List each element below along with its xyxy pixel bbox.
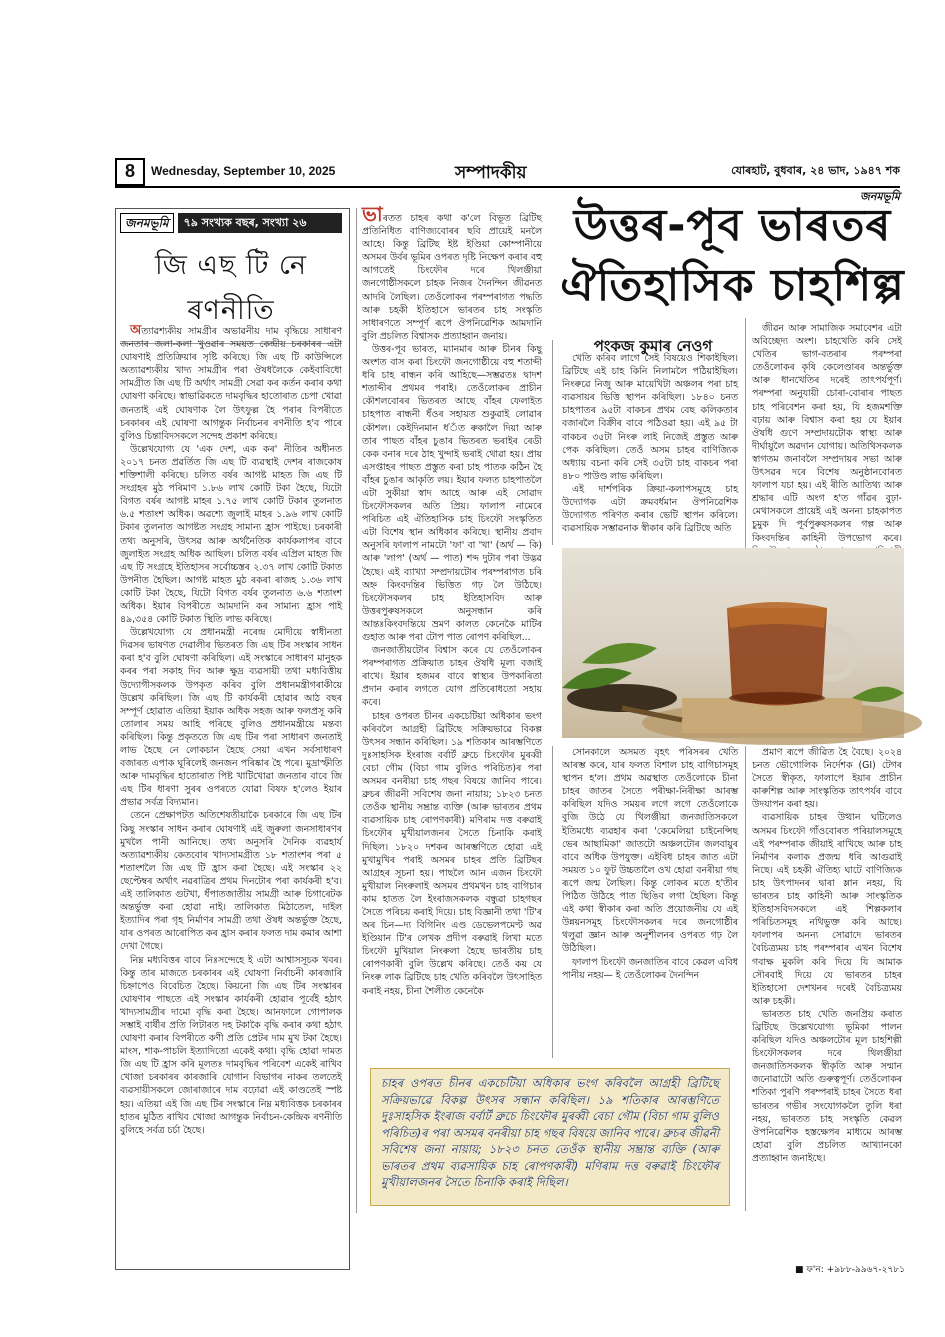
editorial-body [120,324,342,1268]
section-title: সম্পাদকীয় [455,163,527,183]
editorial-title: জি এছ টি নে ৰণনীতি [120,245,342,344]
editorial-paragraph: নিম্ন মধ্যবিত্তৰ বাবে নিঃসন্দেহে ই এটা আশ্বাসসূচক খবৰ। কিন্তু তাৰ মাজতে চৰকাৰৰ এই ঘোষণা নিৰ্বাচনী কাৰজাৰি চিহ্নাপেও বিবেচিত হৈছে। কিয়নো জি এছ টিৰ সংস্কাৰৰ ঘোষণাৰ পাছতে এই সংস্কাৰ কাৰ্যকৰী হোৱাৰ পূৰ্বেই হঠাৎ খাদ্যসামগ্ৰীৰ দামো বৃদ্ধি কৰা হৈছে। আনফালে গোপালক সম্ভাই বাৰ্ষীৰ প্ৰতি লিটাৰত দহ টকাকৈ বৃদ্ধি কৰাৰ কথা হঠাৎ ঘোষণা কৰাৰ বিপৰীতে কণী প্ৰতি প্ৰেটৰ দাম মুখ টকা হৈছে। মাংস, শাক-পাচলি ইত্যাদিতো একেই কথা। বৃদ্ধি হোৱা দামত জি এছ টি হ্ৰাস কৰি মূলতঃ দামবৃদ্ধিৰ পৰিবেশ একেই ৰাখিব খোজা চৰকাৰৰ কাৰজাৰি যোগান বিভাগৰ নাকৰ তলতেই ব্যৱসায়ীসকলে জোৰাজাৰে দাম বঢ়োৱা এই কাণ্ডতেই স্পষ্ট হয়। এতিয়া এই জি এছ টিৰ সংস্কাৰে নিম্ন মধ্যবিত্তক চৰকাৰৰ হাতৰ মুঠিত ৰাখিব খোজা আগন্তুক নিৰ্বাচন-কেন্দ্ৰিক ৰণনীতি বুলিহে সৰ্বত্ৰ চৰ্চা হৈছে। [120,954,342,1136]
column-divider [745,746,746,1211]
editorial-paragraph: উল্লেখযোগ্য যে 'এক দেশ, এক কৰ' নীতিৰ অধীনত ২০১৭ চনত প্ৰৱৰ্তিত জি এছ টি ব্যৱস্থাই দেশৰ ৰাজকোষ শক্তিশালী কৰিছে। চলিত বৰ্ষৰ আগষ্ট মাহত জি এছ টি সংগ্ৰহৰ মুঠ পৰিমাণ ১.৮৬ লাখ কোটি টকা হৈছে, যিটো বিগত বৰ্ষৰ আগষ্ট মাহৰ ১.৭৫ লাখ কোটি টকাৰ তুলনাত ৬.৫ শতাংশ অধিক। অৱশ্যে জুলাই মাহৰ ১.৯৬ লাখ কোটি টকাৰ তুলনাত আগষ্টত সংগ্ৰহ সামান্য হ্ৰাস পাইছে। চৰকাৰী তথ্য অনুসৰি, উৎসৱ আৰু অৰ্থনৈতিক কাৰ্যকলাপৰ বাবে জুলাইত সংগ্ৰহ অধিক আছিল। চলিত বৰ্ষৰ এপ্ৰিল মাহত জি এছ টি সংগ্ৰহে ইতিহাসৰ সৰ্বোচ্চস্তৰ ২.৩৭ লাখ কোটি টকাত উপনীত হৈছিল। আগষ্ট মাহত মুঠ ৰকৰা ৰাজহ ১.৩৬ লাখ কোটি টকা হৈছে, যিটো বিগত বৰ্ষৰ তুলনাত ৬.৬ শতাংশ অধিক। ইয়াৰ বিপৰীতে আমদানি কৰ সামান্য হ্ৰাস পাই ৪৯,৩৫৪ কোটি টকাত স্থিতি লাভ কৰিছে। [120,443,342,626]
page-header [115,158,900,203]
header-local-date: যোৰহাট, বুধবাৰ, ২৪ ভাদ, ১৯৪৭ শক [731,164,900,177]
article-paragraph: ভাৰতত চাহৰ কথা ক'লে বিভূত ব্ৰিটিছ প্ৰতিনিধিত বাণিজ্যবোৰৰ ছবি প্ৰায়েই মনলৈ আহে। কিন্তু ব্ৰিটিছ ইষ্ট ইণ্ডিয়া কোম্পানীয়ে অসমৰ উৰ্বৰ ভূমিৰ ওপৰত দৃষ্টি নিক্ষেপ কৰাৰ বহু আগতেই চিংফৌৰ দৰে থিলঞ্জীয়া জনগোষ্ঠীসকলে চাহক নিজৰ দৈনন্দিন জীৱনত আদৰি লৈছিল। তেওঁলোকৰ পৰম্পৰাগত পদ্ধতি আৰু চহকী ইতিহাসে ভাৰতৰ চাহ সংস্কৃতি সাধাৰণতে সম্পূৰ্ণ ৰূপে ঔপনিৱেশিক আমদানি বুলি প্ৰচলিত বিশ্বাসক প্ৰত্যাহ্বান জনায়। [362,202,542,342]
article-column-2 [562,352,738,542]
header-logo: জনমভূমি [860,190,900,203]
article-title-line1: উত্তৰ-পূব ভাৰতৰ [573,200,892,251]
tea-photo [562,548,904,738]
column-divider [552,746,553,1058]
article-column-1 [362,202,542,1063]
editorial-dropcap: অ [130,323,142,338]
editorial-logo: জনমভূমি [120,213,174,233]
article-paragraph: এই দাৰ্শপৰিক ক্ৰিয়া-কলাপসমূহে চাহ উদ্যোগক এটা ক্ৰমবৰ্ধমান ঔপনিৱেশিক উদ্যোগত পৰিণত কৰাৰ ভেটি স্থাপন কৰিলে। ব্যৱসায়িক সম্ভাৱনাক স্বীকাৰ কৰি ব্ৰিটিছে অতি [562,483,738,535]
article-paragraph: সোনকালে অসমত বৃহৎ পৰিসৰৰ খেতি আৰম্ভ কৰে, যাৰ ফলত বিশাল চাহ বাগিচাসমূহ স্থাপন হ'ল। প্ৰথম অৱস্থাত তেওঁলোকে চীনা চাহৰ জাতৰ সৈতে পৰীক্ষা-নিৰীক্ষা আৰম্ভ কৰিছিল যদিও সময়ৰ লগে লগে তেওঁলোকে বুজি উঠে যে থিলঞ্জীয়া জনজাতিসকলে ইতিমধ্যে ব্যৱহাৰ কৰা 'কেমেলিয়া চাইনেন্সিছ ভেৰ আছামিকা' জাতটো অঞ্চলটোৰ জলবায়ুৰ বাবে অধিক উপযুক্ত। এইবিধ চাহৰ জাত এটা সময়ত ১০ ফুট উচ্চতালৈ ওখ হোৱা বনৰীয়া গছ ৰূপে জন্ম লৈছিল। কিন্তু লোকৰ মতে হ'তীৰ পিঠিত উঠিহে পাত ছিঙিব লগা হৈছিল। কিন্তু এই কথা স্বীকাৰ কৰা অতি প্ৰয়োজনীয় যে এই উন্নয়নসমূহ চিংফৌসকলৰ দৰে জনগোষ্ঠীৰ থলুৱা জ্ঞান আৰু অনুশীলনৰ ওপৰত গঢ় লৈ উঠিছিল। [562,747,738,955]
editorial-paragraph: তেনে প্ৰেক্ষাপটত অতিশেষতীয়াকৈ চৰকাৰে জি এছ টিৰ কিছু সংস্কাৰ সাধন কৰাৰ ঘোষণাই এই জুৰুলা জনসাধাৰণৰ মুখলৈ পানী আনিছে। তথ্য অনুসৰি দৈনিক ব্যৱহাৰ্য অত্যাৱশ্যকীয় কেতবোৰ খাদ্যসামগ্ৰীত ১৮ শতাংশৰ পৰা ৫ শতাংশলৈ জি এছ টি হ্ৰাস কৰা হৈছে। এই সংস্কাৰ ২২ ছেপ্টেম্বৰ অৰ্থাৎ নৱৰাত্ৰিৰ প্ৰথম দিনটোৰ পৰা কাৰ্যকৰী হ'ব। এই তালিকাত গুটখা, ধঁপাতজাতীয় সামগ্ৰী আৰু চিগাৰেটক অন্তৰ্ভুক্ত কৰা হোৱা নাই। তালিকাত মিঠাতেল, দাইল ইত্যাদিৰ পৰা গৃহ নিৰ্মাণৰ সামগ্ৰী তথা ঔষধ অন্তৰ্ভুক্ত হৈছে, যাৰ ওপৰত আৰোপিত কৰ হ্ৰাস কৰাৰ ফলত দাম কমাৰ আশা দেখা গৈছে। [120,810,342,953]
article-dropcap: ভা [362,202,383,226]
article-paragraph: ভাৰতত চাহ খেতি জনপ্ৰিয় কৰাত ব্ৰিটিছে উল্লেখযোগ্য ভূমিকা পালন কৰিছিল যদিও অঞ্চলটোৰ মূল চাহশিল্পী চিংফৌসকলৰ দৰে থিলঞ্জীয়া জনজাতিসকলক স্বীকৃতি আৰু সন্মান জনোৱাটো অতি গুৰুত্বপূৰ্ণ। তেওঁলোকৰ শতিকা পুৰণি পৰম্পৰাই চাহৰ সৈতে ধৰা ভাৰতৰ গভীৰ সংযোগকলৈ তুলি ধৰা নহয়, ভাৰতত চাহ সংস্কৃতি কেৱল ঔপনিৱেশিক হস্তক্ষেপৰ মাধ্যমে আৰম্ভ হোৱা বুলি প্ৰচলিত আখ্যানকো প্ৰত্যাহ্বান জনাইছে। [752,1008,902,1164]
article-paragraph: খেতি কৰিব লাগে সেই বিষয়েও শিকাইছিল। ব্ৰিটিছে এই চাহ কিনি নিলামলৈ পঠিয়াইছিল। নিংৰুৱে নিজু আৰু মায়েখিটা অঞ্চলৰ পৰা চাহ ব্যৱসায়ৰ ভিত্তি স্থাপন কৰিছিল। ১৮৪০ চনত চাহপাতৰ ৯৫টা বাকচৰ প্ৰথম বেছ কলিকতাৰ বজাৰলৈ বিক্ৰীৰ বাবে পঠিওৱা হয়। এই ৯৫ টা বাকচৰ ৩৫টা নিংৰু লাই নিজেই প্ৰস্তুত আৰু পেক কৰিছিল। তেওঁ অসম চাহৰ বাণিজ্যিক অধ্যায় বচনা কৰি সেই ৩৫টা চাহ বাকচৰ পৰা ৪৮০ পাউণ্ড লাভ কৰিছিল। [562,353,738,482]
pull-quote: চাহৰ ওপৰত চীনৰ একচেটিয়া অধিকাৰ ভংগ কৰিবলৈ আগ্ৰহী ব্ৰিটিছে সক্ৰিয়ভাৱে বিকল্প উৎসৰ সন্ধান কৰিছিল। ১৯ শতিকাৰ আৰম্ভণিতে দুঃসাহসিক ইংৰাজ বৰ্বাৰ্ট ব্ৰুচে চিংফৌৰ মুৰব্বী বেচা গৌম (বিচা গাম বুলিও পৰিচিত)ৰ পৰা অসমৰ বনৰীয়া চাহ গছৰ বিষয়ে জানিব পাৰে। ব্ৰুচৰ জীৱনী সবিশেষ জনা নায়ায়; ১৮২৩ চনত তেওঁক স্থানীয় সম্ভ্ৰান্ত ব্যক্তি (আৰু ভাৰতৰ প্ৰথম ব্যৱসায়িক চাহ ৰোপণকাৰী) মণিৰাম দত্ত বৰুৱাই চিংফৌৰ মুখীয়ালজনৰ সৈতে চিনাকি কৰাই দিছিল। [370,1068,730,1206]
column-divider [552,340,553,545]
column-divider [745,318,746,550]
editorial-paragraph: অত্যাৱশ্যকীয় সামগ্ৰীৰ অভাৱনীয় দাম বৃদ্ধিয়ে সাধাৰণ জনতাৰ জলা-কলা খুওৱাৰ সময়ত কেন্দ্ৰীয় চৰকাৰৰ এটা ঘোষণাই প্ৰতিক্ৰিয়াৰ সৃষ্টি কৰিছে। জি এছ টি কাউন্সিলে অত্যাৱশ্যকীয় খাদ্য সামগ্ৰীৰ পৰা ঔষধলৈকে কেইবাবিধো সামগ্ৰীত জি এছ টি অৰ্থাৎ সামগ্ৰী সেৱা কৰ কৰ্তন কৰাৰ কথা ঘোষণা কৰিছে। স্বাভাৱিকতে দামবৃদ্ধিৰ হাতোৰাত চেপা খোৱা জনতাই এই ঘোষণাক লৈ উৎফুল্ল হৈ পৰাৰ বিপৰীতে চৰকাৰৰ এই ঘোষণা আগন্তুক নিৰ্বাচনৰ ৰণনীতি হ'ব পাৰে বুলিও চিন্তাবিদসকলে সন্দেহ প্ৰকাশ কৰিছে। [120,323,342,442]
article-title-line2: ঐতিহাসিক চাহশিল্প [560,260,905,311]
header-date: Wednesday, September 10, 2025 [151,164,336,178]
article-column-3 [752,322,902,550]
editorial-masthead [120,213,342,233]
article-paragraph: ব্যৱসায়িক চাহৰ উত্থান ঘটিলেও অসমৰ চিংফৌ গাঁওবোৰত পৰিয়ালসমূহে এই পৰম্পৰাক জীয়াই ৰাখিছে আৰু চাহ নিৰ্মাণৰ কলাক প্ৰজন্ম ধৰি আগুৱাই নিছে। এই চহকী ঐতিহ্য ঘাটে বাণিজ্যিক চাহ উৎপাদনৰ দ্বাৰা ম্লান নহয়, যি ভাৰতৰ চাহ কাহিনী আৰু সাংস্কৃতিক ইতিহাসবিদসকলে এই শিল্পকলাৰ পৰিচিতসমূহ নথিভুক্ত কৰি আছে। ফালাপৰ অনন্য সোৱাদে ভাৰতৰ বৈচিত্ৰ্যময় চাহ পৰম্পৰাৰ এখন বিশেষ গবাক্ষ মুকলি কৰি দিয়ে যি আমাক সৌৰবাই দিয়ে যে ভাৰতৰ চাহৰ ইতিহাসো দেশখনৰ দৰেই বৈচিত্ৰ্যময় আৰু চহকী। [752,812,902,1007]
column-divider [356,208,357,1213]
contact-footer: ■ ফ'ন: +৯৮৮-৯৯৬৭-২৭৮১ [794,1265,905,1275]
tea-cup-illustration [562,548,904,738]
article-column-2b [562,746,738,1058]
page-number: 8 [115,158,145,186]
article-paragraph: চাহৰ ওপৰত চীনৰ একচেটিয়া অধিকাৰ ভংগ কৰিবলৈ আগ্ৰহী ব্ৰিটিছে সক্ৰিয়ভাৱে বিকল্প উৎসৰ সন্ধান কৰিছিল। ১৯ শতিকাৰ আৰম্ভণিতে দুঃসাহসিক ইংৰাজ বৰ্বাৰ্ট ব্ৰুচে চিংফৌৰ মুৰব্বী বেচা গৌম (বিচা গাম বুলিও পৰিচিত)ৰ পৰা অসমৰ বনৰীয়া চাহ গছৰ বিষয়ে জানিব পাৰে। ব্ৰুচৰ জীৱনী সবিশেষ জনা নায়ায়; ১৮২৩ চনত তেওঁক স্থানীয় সম্ভ্ৰান্ত ব্যক্তি (আৰু ভাৰতৰ প্ৰথম ব্যৱসায়িক চাহ ৰোপণকাৰী) মণিৰাম দত্ত বৰুৱাই চিংফৌৰ মুখীয়ালজনৰ সৈতে চিনাকি কৰাই দিছিল। ১৮২০ দশকৰ আৰম্ভণিতে হোৱা এই মুখামুখিৰ পৰাই অসমৰ চাহৰ প্ৰতি ব্ৰিটিছৰ আগ্ৰহৰ সূচনা হয়। পাছলৈ আন এজন চিংফৌ মুখীয়াল নিংৰুলাই অসমৰ প্ৰথমখন চাহ বাগিচাৰ কাম হাতত লৈ ইংৰাজসকলক বন্ধুৱা চাহগছৰ সৈতে পৰিচয় কৰাই দিয়ে। চাহ বিজ্ঞানী তথা 'টি'ৰ অৰ চিন—দ্য বিগিনিং এণ্ড ডেভেলপমেণ্ট অৱ ইণ্ডিয়ান টি'ৰ লেখক প্ৰদীপ বৰুৱাই লিখা মতে চিংফৌ মুখিয়াল নিংৰুলা হৈছে ভাৰতীয় চাহ ৰোপণকাৰী বুলি উল্লেখ কৰিছে। তেওঁ কয় যে নিংৰু লাক ব্ৰিটিছে চাহ খেতি কৰিবলৈ উৎসাহিত কৰাই নহয়, চীনা শৈলীত কেনেকৈ [362,710,542,997]
article-paragraph: উত্তৰ-পূব ভাৰত, ম্যানমাৰ আৰু চীনৰ কিছু অংশত বাস কৰা চিংফৌ জনগোষ্ঠীয়ে বহু শতাব্দী ধৰি চাহ ৰান্ধন কৰি আহিছে—সম্ভৱতঃ দ্বাদশ শতাব্দীৰ প্ৰথমৰ পৰাই। তেওঁলোকৰ প্ৰাচীন কৌশলবোৰৰ ভিতৰত আছে বাঁহৰ ফেলাইত চাহপাত ৰান্ধনী ধঁওৰ সহায়ত শুকুৱাই লোৱাৰ কৌশল। কেইদিনমান ধ'ঁত ৰুকালৈ দিয়া আৰু তাৰ পাছত বাঁহৰ চুঙাৰ ভিতৰত ভৰাইৰ ৰেডী কেক বনাৰ দৰে ঠাহ খুন্দাই ভৰাই থোৱা হয়। প্ৰায় এসপ্তাহৰ পাছত প্ৰস্তুত কৰা চাহ পাতক কঠিন হৈ বাঁহৰ চুঙাৰ আকৃতি লয়। ইয়াৰ ফলত চাহপাতলৈ এটা সুকীয়া স্বাদ আহে আৰু এই সোৱাদ চিংফৌসকলৰ অতি প্ৰিয়। ফালাপ নামেৰে পৰিচিত এই ঐতিহাসিক চাহ চিংফৌ সংস্কৃতিত এটা বিশেষ স্থান অধিকাৰ কৰিছে। স্থানীয় প্ৰবাদ অনুসৰি ফালাপ নামটো 'ফা' বা 'খা' (অৰ্থ — কি) আৰু 'লাপ' (অৰ্থ — পাত) শব্দ দুটাৰ পৰা উদ্ভৱ হৈছে। এই ব্যাখ্যা সম্প্ৰদায়টোৰ পৰম্পৰাগত চৰি অহ্ন কিংবদন্তিৰ ভিত্তিত গঢ় লৈ উঠিছে। চিংফৌসকলৰ চাহ ইতিহাসবিদ আৰু উত্তৰপুৰুষসকলে অনুসন্ধান কৰি আন্তঃকিংবদন্তিয়ে ভ্ৰমণ কালত কেনেকৈ মাটিৰ গুহাত আৰু পৰা টোপ পাত ৰোপণ কৰিছিল... [362,343,542,643]
article-paragraph: প্ৰমাণ ৰূপে জীৱিত হৈ বৈছে। ২০২৪ চনত ভৌগোলিক নিৰ্দেশক (GI) টেগৰ সৈতে স্বীকৃত, ফালাপে ইয়াৰ প্ৰাচীন কাৰুশিল্প আৰু সাংস্কৃতিক তাৎপৰ্যৰ বাবে উদযাপন কৰা হয়। [752,747,902,811]
article-column-3b [752,746,902,1211]
article-paragraph: জীৱন আৰু সামাজিক সমাবেশৰ এটা অবিচ্ছেদ্য অংশ। চাহখেতি কৰি সেই খেতিৰ ভাগ-বতৰাৰ পৰম্পৰা তেওঁলোকৰ কৃষি কেলেণ্ডাৰৰ অন্তৰ্ভুক্ত আৰু ধানখেতিৰ দৰেই তাৎপৰ্যপূৰ্ণ। পৰম্পৰা অনুযায়ী চোৰা-বোৰাৰ পাছত চাহ পৰিবেশন কৰা হয়, যি হজমশক্তি বঢ়ায় আৰু বিশ্বাস কৰা হয় যে ইয়াৰ ঔষধি গুণে সম্প্ৰদায়টোক স্বাস্থ্য আৰু দীৰ্ঘায়ুলৈ অৱদান যোগায়। অতিথিসকলক স্বাগতম জনাবলৈ সম্প্ৰদায়ৰ সভা আৰু উৎসৱৰ দৰে বিশেষ অনুষ্ঠানবোৰত ফালাপ যচা হয়। এই ৰীতি আতিথ্য আৰু শ্ৰদ্ধাৰ এটি অংগ হ'ত গাঁৱৰ বুঢ়া-মেথাসকলে প্ৰায়েই এই অনন্য চাহকাপত চুমুক দি পূৰ্বপুৰুষসকলৰ গল্প আৰু কিংবদন্তিৰ কাহিনী উপভোগ কৰে। [752,323,902,544]
article-paragraph: জনজাতীয়টোৰ বিশ্বাস কৰে যে তেওঁলোকৰ পৰম্পৰাগত প্ৰক্ৰিয়াত চাহৰ ঔষধি মূল্য বজাই ৰাখে। ইয়াৰ হজমৰ বাবে স্বাস্থ্যৰ উপকাৰিতা প্ৰদান কৰাৰ লগতে যোগ প্ৰতিৰোধতো সহায় কৰে। [362,645,542,709]
editorial-paragraph: উল্লেখযোগ্য যে প্ৰধানমন্ত্ৰী নৰেন্দ্ৰ মোদীয়ে স্বাধীনতা দিৱসৰ ভাষণত দেৱালীৰ ভিতৰত জি এছ টিৰ সংস্কাৰ সাধন কৰা হ'ব বুলি ঘোষণা কৰিছিল। এই সংস্কাৰে সাধাৰণ মানুহক কৰৰ পৰা সকাহ দিব আৰু ক্ষুদ্ৰ ব্যৱসায়ী তথা মধ্যবিত্তীয় উদ্যোগীসকলক উপকৃত কৰিব বুলি প্ৰধানমন্ত্ৰীগৰাকীয়ে উল্লেখ কৰিছিল। জি এছ টি কাৰ্যকৰী হোৱাৰ আঠ বছৰ সম্পূৰ্ণ হোৱাত এতিয়া ইয়াক অধিক সহজ আৰু ফলপ্ৰসূ কৰি তোলাৰ সময় আহি পৰিছে বুলিও প্ৰধানমন্ত্ৰীয়ে মন্তব্য কৰিছিল। কিন্তু প্ৰকৃততে জি এছ টিৰ পৰা সাধাৰণ জনতাই লাভ হৈছে নে লোকচান হৈছে সেয়া এখন সৰ্বসাধাৰণ বজাৰত এপাক ঘূৰিলেই জনজন পৰিষ্কাৰ হৈ পৰে। মুদ্ৰাস্ফীতি আৰু দামবৃদ্ধিৰ হাতোৰাত পিষ্ট খাটিখোৱা জনতাৰ বাবে জি এছ টিৰ ধাৰণা সুৰৰ ওপৰতে যোৱা বিষফ হ'লেও ইয়াৰ প্ৰভাৱ সৰ্বত্ৰ বিদ্যমান। [120,627,342,809]
article-paragraph: ফালাপ চিংফৌ জনজাতিৰ বাবে কেৱল এবিধ পানীয় নহয়— ই তেওঁলোকৰ দৈনন্দিন [562,956,738,981]
article-author: পংকজ কুমাৰ নেওগ [593,337,713,355]
editorial-volume: ৭৯ সংখ্যক বছৰ, সংখ্যা ২৬ [178,213,342,233]
